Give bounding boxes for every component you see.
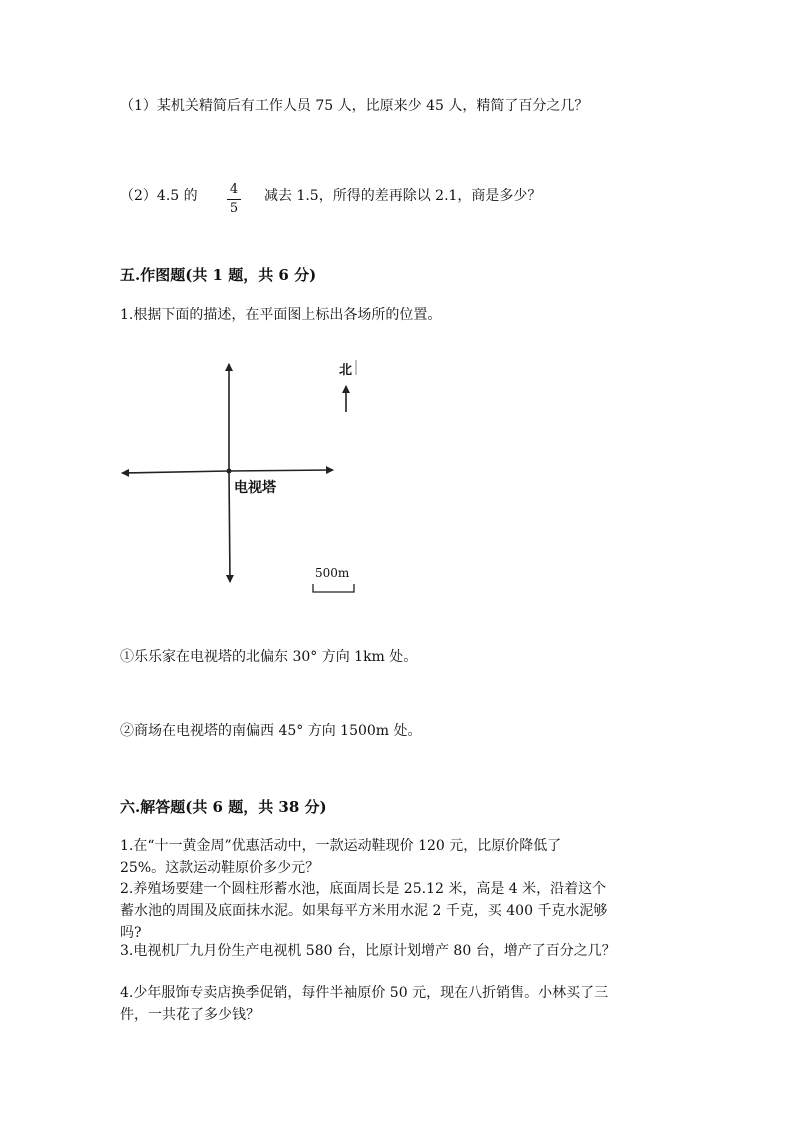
question-2-line-2: 蓄水池的周围及底面抹水泥。如果每平方米用水泥 2 千克，买 400 千克水泥够 — [120, 903, 608, 919]
section-5-heading: 五.作图题(共 1 题，共 6 分) — [120, 266, 317, 284]
question-4-line-1: 4.少年服饰专卖店换季促销，每件半袖原价 50 元，现在八折销售。小林买了三 — [120, 985, 609, 1001]
problem-2-suffix: 减去 1.5，所得的差再除以 2.1，商是多少？ — [264, 188, 542, 204]
scale-bar — [313, 584, 354, 592]
fraction-bar — [227, 199, 241, 200]
section-5-question-1: 1.根据下面的描述，在平面图上标出各场所的位置。 — [120, 307, 442, 323]
question-1-line-1: 1.在“十一黄金周”优惠活动中，一款运动鞋现价 120 元，比原价降低了 — [120, 838, 562, 854]
fraction-numerator: 4 — [229, 182, 239, 197]
question-2-line-1: 2.养殖场要建一个圆柱形蓄水池，底面周长是 25.12 米，高是 4 米，沿着这个 — [120, 881, 607, 897]
scale-label: 500m — [315, 566, 350, 580]
section-6-question-4 — [120, 982, 608, 1026]
question-1-line-2: 25%。这款运动鞋原价多少元？ — [120, 860, 320, 876]
tv-tower-point — [227, 469, 232, 474]
section-5-item-1: ①乐乐家在电视塔的北偏东 30° 方向 1km 处。 — [120, 649, 418, 665]
tv-tower-label: 电视塔 — [234, 480, 276, 496]
section-6-heading: 六.解答题(共 6 题，共 38 分) — [120, 798, 327, 816]
section-6-question-2 — [120, 878, 607, 944]
section-6-question-1 — [120, 835, 561, 879]
section-5-item-2: ②商场在电视塔的南偏西 45° 方向 1500m 处。 — [120, 723, 422, 739]
section-6-question-3: 3.电视机厂九月份生产电视机 580 台，比原计划增产 80 台，增产了百分之几？ — [120, 943, 616, 959]
question-2-line-3: 吗? — [120, 925, 142, 941]
problem-2-prefix: （2）4.5 的 — [120, 188, 198, 204]
east-west-axis — [122, 471, 229, 473]
north-label: 北 — [339, 363, 353, 378]
problem-1-text: （1）某机关精简后有工作人员 75 人，比原来少 45 人，精简了百分之几？ — [120, 98, 589, 114]
fraction-four-fifths — [224, 182, 244, 217]
question-4-line-2: 件，一共花了多少钱？ — [120, 1007, 260, 1023]
fraction-denominator: 5 — [229, 201, 239, 216]
